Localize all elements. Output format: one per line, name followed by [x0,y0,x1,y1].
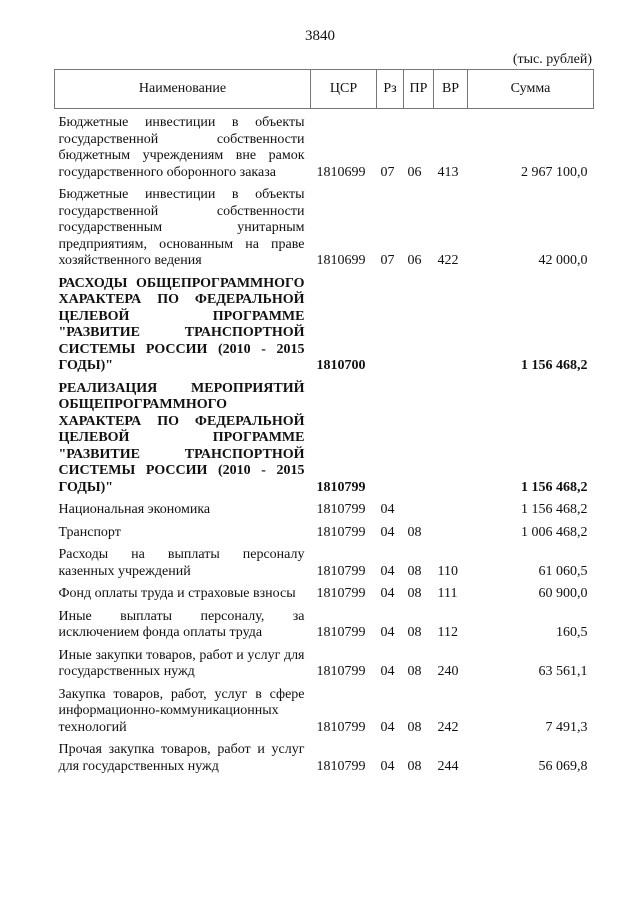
row-csr: 1810799 [316,719,366,735]
row-rz: 04 [380,758,395,774]
table-row [55,375,594,497]
units-label: (тыс. рублей) [512,52,592,67]
row-rz: 04 [380,664,395,679]
row-sum: 1 006 468,2 [521,524,588,540]
row-name: Национальная экономика [58,502,211,517]
row-vr: 242 [437,719,459,735]
row-name: РЕАЛИЗАЦИЯ МЕРОПРИЯТИЙ ОБЩЕПРОГРАММНОГО ХАРАКТЕРА ПО ФЕДЕРАЛЬНОЙ ЦЕЛЕВОЙ ПРОГРАММЕ "РАЗВИТИЕ ТРАНСПОРТНОЙ СИСТЕМЫ РОССИИ (2010 - 2015 ГОДЫ)" [58,380,305,495]
row-pr [404,496,434,519]
row-name: Бюджетные инвестиции в объекты государственной собственности бюджетным учреждениям вне рамок государственного оборонного заказа [58,115,305,180]
page-number: 3840 [305,28,335,44]
row-rz: 04 [380,586,395,601]
row-pr: 08 [407,563,422,579]
row-vr [434,519,468,542]
row-name: Закупка товаров, работ, услуг в сфере информационно-коммуникационных технологий [58,686,305,735]
row-name: РАСХОДЫ ОБЩЕПРОГРАММНОГО ХАРАКТЕРА ПО ФЕДЕРАЛЬНОЙ ЦЕЛЕВОЙ ПРОГРАММЕ "РАЗВИТИЕ ТРАНСПОРТНОЙ СИСТЕМЫ РОССИИ (2010 - 2015 ГОДЫ)" [58,275,305,373]
row-sum: 7 491,3 [545,719,588,735]
budget-table [54,69,594,775]
row-name: Иные закупки товаров, работ и услуг для государственных нужд [58,647,305,679]
row-rz: 07 [380,253,395,268]
table-row [55,681,594,737]
table-row [55,181,594,270]
table-row [55,642,594,681]
table-row [55,736,594,775]
row-vr: 112 [437,625,458,640]
row-pr [404,270,434,375]
row-pr: 08 [407,664,422,679]
row-vr [434,375,468,497]
row-csr: 1810799 [316,625,366,640]
row-name: Бюджетные инвестиции в объекты государственной собственности государственным унитарным предприятиям, основанным на праве хозяйственного ведения [58,187,305,268]
row-rz: 04 [380,625,395,640]
table-row [55,496,594,519]
row-pr: 08 [407,719,422,735]
row-pr: 08 [407,625,422,640]
row-sum: 56 069,8 [538,758,588,774]
row-rz [377,270,404,375]
header-vr: ВР [434,70,468,109]
row-rz: 04 [380,502,395,517]
row-name: Иные выплаты персоналу, за исключением фонда оплаты труда [58,608,305,640]
row-pr: 06 [407,164,422,180]
row-csr: 1810799 [316,758,366,774]
row-sum: 60 900,0 [538,586,588,601]
row-pr [404,375,434,497]
row-sum: 1 156 468,2 [521,502,588,517]
table-row [55,541,594,580]
table-row [55,519,594,542]
row-name: Транспорт [58,524,121,540]
row-csr: 1810699 [316,164,366,180]
row-pr: 08 [407,586,422,601]
row-csr: 1810799 [316,524,366,540]
row-vr [434,270,468,375]
header-csr: ЦСР [311,70,377,109]
row-pr: 06 [407,253,422,268]
header-rz: Рз [377,70,404,109]
row-rz: 04 [380,563,395,579]
row-sum: 63 561,1 [538,664,588,679]
table-row [55,109,594,182]
row-vr: 413 [437,164,459,180]
row-csr: 1810799 [316,586,366,601]
row-name: Фонд оплаты труда и страховые взносы [58,586,296,601]
row-csr: 1810799 [316,502,366,517]
table-header-row [55,70,594,109]
row-vr: 240 [437,664,459,679]
row-vr [434,496,468,519]
row-rz: 04 [380,719,395,735]
row-sum: 2 967 100,0 [521,164,588,180]
header-pr: ПР [404,70,434,109]
table-row [55,270,594,375]
row-csr: 1810799 [316,479,366,495]
row-vr: 111 [437,586,458,601]
row-vr: 110 [437,563,458,579]
header-sum: Сумма [468,70,594,109]
row-pr: 08 [407,758,422,774]
row-sum: 160,5 [556,625,588,640]
row-csr: 1810799 [316,664,366,679]
row-pr: 08 [407,524,422,540]
row-rz: 04 [380,524,395,540]
row-vr: 422 [437,253,459,268]
row-sum: 42 000,0 [538,253,588,268]
row-rz: 07 [380,164,395,180]
row-vr: 244 [437,758,459,774]
row-name: Прочая закупка товаров, работ и услуг для государственных нужд [58,742,305,774]
table-row [55,603,594,642]
row-sum: 1 156 468,2 [521,479,588,495]
row-csr: 1810799 [316,563,366,579]
row-sum: 1 156 468,2 [521,358,588,373]
row-rz [377,375,404,497]
row-sum: 61 060,5 [538,563,588,579]
table-row [55,580,594,603]
header-name: Наименование [55,70,311,109]
row-name: Расходы на выплаты персоналу казенных учреждений [58,547,305,579]
row-csr: 1810699 [316,253,366,268]
row-csr: 1810700 [316,358,366,373]
